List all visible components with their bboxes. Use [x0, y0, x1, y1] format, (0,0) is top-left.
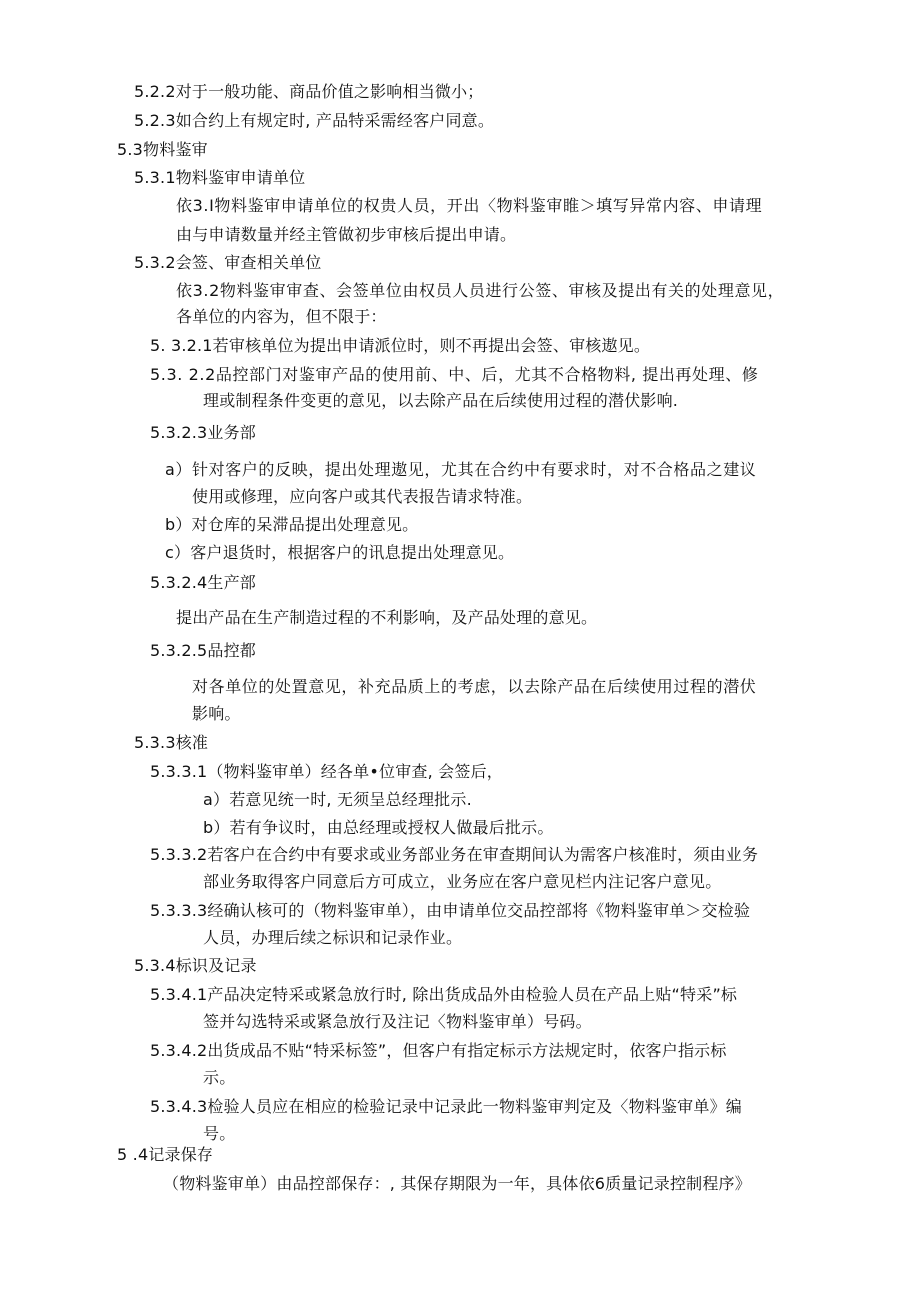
paragraph-line: 签并勾选特采或紧急放行及注记〈物料鉴审单）号码。 [203, 1012, 592, 1031]
list-item-a: a）针对客户的反映，提出处理遨见，尤其在合约中有要求时，对不合格品之建议 [165, 460, 757, 479]
paragraph-line: 理或制程条件变更的意见，以去除产品在后续使用过程的潜伏影响. [203, 391, 679, 410]
clause-5-3-4-3: 5.3.4.3检验人员应在相应的检验记录中记录此一物料鉴审判定及〈物料鉴审单》编 [150, 1097, 742, 1116]
paragraph-line: 部业务取得客户同意后方可成立，业务应在客户意见栏内注记客户意见。 [203, 872, 722, 891]
section-5-3-3-heading: 5.3.3核准 [134, 733, 209, 752]
clause-5-3-2-1: 5. 3.2.1若审核单位为提出申请派位时，则不再提出会签、审核遨见。 [150, 336, 651, 355]
clause-5-3-4-2: 5.3.4.2出货成品不贴“特采标签”，但客户有指定标示方法规定时，依客户指示标 [150, 1041, 727, 1060]
paragraph-line: 影响。 [192, 704, 241, 723]
section-5-3-2-4-heading: 5.3.2.4生产部 [150, 573, 256, 592]
section-5-3-heading: 5.3物料鉴审 [117, 140, 208, 159]
section-5-3-2-heading: 5.3.2会签、审查相关单位 [134, 253, 322, 272]
clause-5-3-2-2: 5.3. 2.2品控部门对鉴审产品的使用前、中、后，尤其不合格物料, 提出再处理、修 [150, 365, 759, 384]
list-item-b: b）若有争议时，由总经理或授权人做最后批示。 [203, 818, 554, 837]
clause-5-3-3-2: 5.3.3.2若客户在合约中有要求或业务部业务在审查期间认为需客户核准时，须由业务 [150, 845, 759, 864]
clause-5-3-4-1: 5.3.4.1产品决定特采或紧急放行时, 除出货成品外由检验人员在产品上贴“特采”标 [150, 985, 738, 1004]
section-5-3-2-3-heading: 5.3.2.3业务部 [150, 423, 256, 442]
clause-5-3-3-1: 5.3.3.1（物料鉴审单）经各单•位审查, 会签后， [150, 762, 503, 781]
paragraph-line: 由与申请数量并经主管做初步审核后提出申请。 [176, 225, 517, 244]
section-5-4-heading: 5 .4记录保存 [117, 1145, 214, 1164]
paragraph-line: 示。 [203, 1068, 236, 1087]
paragraph-line: 各单位的内容为，但不限于： [176, 307, 387, 326]
clause-5-3-3-3: 5.3.3.3经确认核可的（物料鉴审单），由申请单位交品控部将《物料鉴审单＞交检验 [150, 901, 751, 920]
paragraph-line: （物料鉴审单）由品控部保存：, 其保存期限为一年，具体依6质量记录控制程序》 [163, 1174, 751, 1193]
paragraph-line: 人员，办理后续之标识和记录作业。 [203, 928, 463, 947]
section-5-3-1-heading: 5.3.1物料鉴审申请单位 [134, 168, 306, 187]
clause-5-2-3: 5.2.3如合约上有规定时, 产品特采需经客户同意。 [134, 111, 495, 130]
list-item-a: a）若意见统一时, 无须呈总经理批示. [203, 790, 472, 809]
section-5-3-4-heading: 5.3.4标识及记录 [134, 956, 257, 975]
list-item-c: c）客户退货时，根据客户的讯息提出处理意见。 [165, 543, 515, 562]
paragraph-line: 对各单位的处置意见，补充品质上的考虑，以去除产品在后续使用过程的潜伏 [192, 677, 757, 696]
clause-5-2-2: 5.2.2对于一般功能、商品价值之影响相当微小； [134, 82, 484, 101]
list-item-b: b）对仓库的呆滞品提出处理意见。 [165, 515, 419, 534]
paragraph-line: 提出产品在生产制造过程的不利影响，及产品处理的意见。 [176, 608, 598, 627]
paragraph-line: 号。 [203, 1124, 236, 1143]
paragraph-line: 依3.2物料鉴审审查、会签单位由权员人员进行公签、审核及提出有关的处理意见， [176, 281, 785, 300]
paragraph-line: 使用或修理，应向客户或其代表报告请求特准。 [192, 487, 533, 506]
paragraph-line: 依3.I物料鉴审申请单位的权贵人员，开出〈物料鉴审睢＞填写异常内容、申请理 [176, 196, 763, 215]
section-5-3-2-5-heading: 5.3.2.5品控都 [150, 641, 256, 660]
